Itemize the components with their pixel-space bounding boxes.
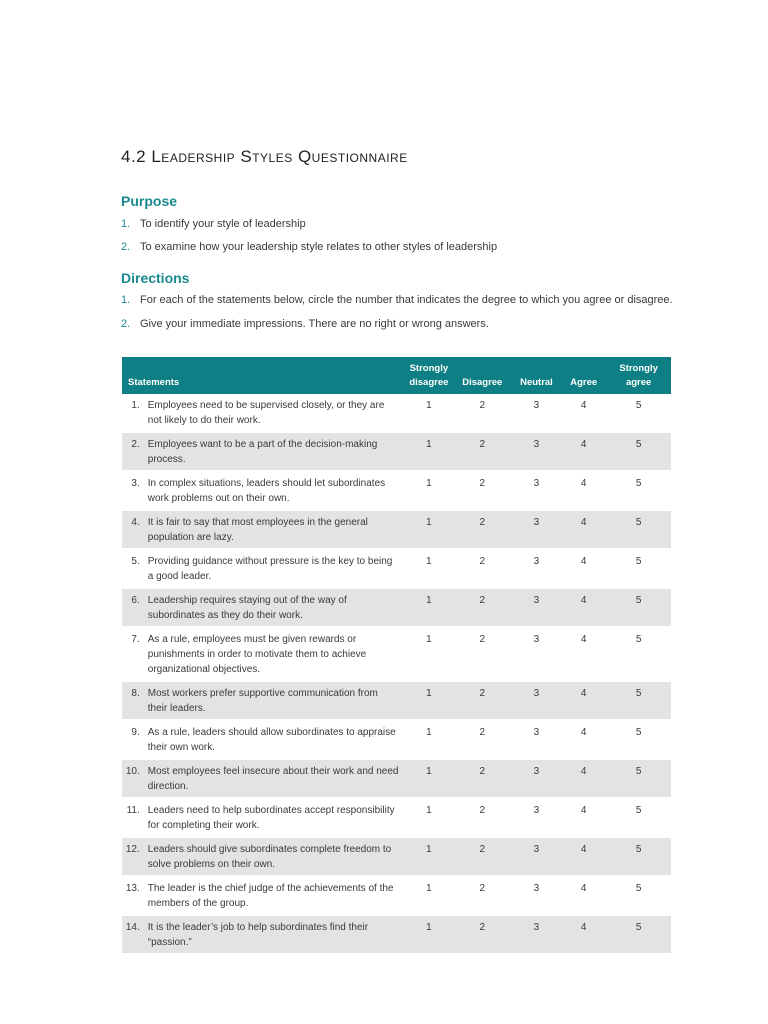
table-row: [122, 627, 671, 681]
directions-item: [121, 318, 489, 330]
rating-option-1[interactable]: 1: [426, 634, 432, 645]
directions-heading: Directions: [121, 270, 190, 286]
rating-option-4[interactable]: 4: [580, 727, 587, 738]
statement-text: As a rule, leaders should allow subordinates to appraise their own work.: [147, 727, 396, 753]
table-row: [122, 915, 671, 954]
table-row: [122, 471, 671, 510]
rating-option-5[interactable]: 5: [635, 478, 642, 489]
table-row: [122, 588, 671, 627]
rating-option-3[interactable]: 3: [533, 439, 540, 450]
rating-option-4[interactable]: 4: [580, 766, 587, 777]
statement-text: Most employees feel insecure about their work and need direction.: [147, 766, 399, 792]
statement-text: As a rule, employees must be given rewards or punishments in order to motivate them to achieve organizational objectives.: [147, 634, 367, 675]
statement-number: 12.: [125, 844, 140, 855]
header-strongly-agree: [606, 357, 671, 394]
directions-item-number: 1.: [121, 294, 131, 306]
header-agree: Agree: [570, 377, 598, 388]
rating-option-5[interactable]: 5: [635, 439, 642, 450]
statement-text: Most workers prefer supportive communication from their leaders.: [147, 688, 378, 714]
table-row: [122, 798, 671, 837]
header-strongly-agree-line2: agree: [625, 377, 652, 388]
table-row: [122, 720, 671, 759]
statement-number: 4.: [131, 517, 140, 528]
rating-option-1[interactable]: 1: [426, 805, 432, 816]
rating-option-1[interactable]: 1: [426, 727, 432, 738]
directions-item-text: For each of the statements below, circle the number that indicates the degree to which you agree or disagree.: [140, 294, 673, 306]
rating-option-3[interactable]: 3: [533, 400, 540, 411]
table-row: [122, 549, 671, 588]
rating-option-5[interactable]: 5: [635, 727, 642, 738]
rating-option-3[interactable]: 3: [533, 883, 540, 894]
rating-option-3[interactable]: 3: [533, 595, 540, 606]
rating-option-2[interactable]: 2: [479, 766, 486, 777]
statement-number: 8.: [131, 688, 140, 699]
header-strongly-disagree: [405, 357, 453, 394]
rating-option-5[interactable]: 5: [635, 805, 642, 816]
statement-text: The leader is the chief judge of the achievements of the members of the group.: [147, 883, 394, 909]
purpose-item-number: 2.: [121, 241, 131, 253]
rating-option-5[interactable]: 5: [635, 766, 642, 777]
rating-option-3[interactable]: 3: [533, 517, 540, 528]
rating-option-1[interactable]: 1: [426, 439, 432, 450]
statement-text: Employees want to be a part of the decision-making process.: [147, 439, 378, 465]
rating-option-2[interactable]: 2: [479, 688, 486, 699]
header-strongly-disagree-line1: Strongly: [409, 363, 449, 374]
rating-option-5[interactable]: 5: [635, 595, 642, 606]
statement-number: 2.: [131, 439, 140, 450]
rating-option-2[interactable]: 2: [479, 727, 486, 738]
rating-option-1[interactable]: 1: [426, 688, 432, 699]
rating-option-2[interactable]: 2: [479, 883, 486, 894]
statement-text: It is the leader’s job to help subordinates find their “passion.”: [147, 922, 369, 948]
statement-number: 14.: [125, 922, 140, 933]
rating-option-4[interactable]: 4: [580, 517, 587, 528]
rating-option-4[interactable]: 4: [580, 478, 587, 489]
purpose-item: [121, 241, 497, 253]
header-statements: Statements: [128, 377, 180, 388]
rating-option-2[interactable]: 2: [479, 400, 486, 411]
directions-item-number: 2.: [121, 318, 131, 330]
rating-option-3[interactable]: 3: [533, 727, 540, 738]
rating-option-4[interactable]: 4: [580, 595, 587, 606]
table-row: [122, 837, 671, 876]
rating-option-5[interactable]: 5: [635, 556, 642, 567]
rating-option-3[interactable]: 3: [533, 688, 540, 699]
rating-option-4[interactable]: 4: [580, 439, 587, 450]
statement-number: 1.: [131, 400, 140, 411]
purpose-item-text: To examine how your leadership style relates to other styles of leadership: [140, 241, 498, 253]
rating-option-5[interactable]: 5: [635, 922, 642, 933]
table-row: [122, 510, 671, 549]
statement-text: Employees need to be supervised closely, or they are not likely to do their work.: [147, 400, 385, 426]
rating-option-1[interactable]: 1: [426, 922, 432, 933]
header-neutral: Neutral: [520, 377, 553, 388]
rating-option-2[interactable]: 2: [479, 478, 486, 489]
rating-option-2[interactable]: 2: [479, 922, 486, 933]
statement-number: 7.: [131, 634, 140, 645]
rating-option-1[interactable]: 1: [426, 517, 432, 528]
statement-text: Providing guidance without pressure is the key to being a good leader.: [147, 556, 393, 582]
rating-option-5[interactable]: 5: [635, 844, 642, 855]
rating-option-5[interactable]: 5: [635, 517, 642, 528]
statement-text: Leadership requires staying out of the way of subordinates as they do their work.: [147, 595, 347, 621]
rating-option-3[interactable]: 3: [533, 805, 540, 816]
directions-item: [121, 294, 673, 306]
rating-option-2[interactable]: 2: [479, 595, 486, 606]
rating-option-5[interactable]: 5: [635, 400, 642, 411]
rating-option-1[interactable]: 1: [426, 766, 432, 777]
rating-option-1[interactable]: 1: [426, 400, 432, 411]
rating-option-4[interactable]: 4: [580, 844, 587, 855]
rating-option-2[interactable]: 2: [479, 439, 486, 450]
table-header-row: [122, 357, 671, 394]
purpose-heading: Purpose: [121, 193, 178, 209]
table-row: [122, 876, 671, 915]
rating-option-4[interactable]: 4: [580, 805, 587, 816]
header-strongly-disagree-line2: disagree: [409, 377, 449, 388]
statement-number: 10.: [125, 766, 140, 777]
questionnaire-table: [122, 357, 671, 955]
rating-option-4[interactable]: 4: [580, 688, 587, 699]
rating-option-1[interactable]: 1: [426, 844, 432, 855]
rating-option-4[interactable]: 4: [580, 922, 587, 933]
rating-option-5[interactable]: 5: [635, 634, 642, 645]
statement-number: 11.: [126, 805, 140, 816]
header-strongly-agree-line1: Strongly: [619, 363, 658, 374]
rating-option-4[interactable]: 4: [580, 883, 587, 894]
rating-option-4[interactable]: 4: [580, 556, 587, 567]
rating-option-2[interactable]: 2: [479, 844, 486, 855]
rating-option-3[interactable]: 3: [533, 922, 540, 933]
rating-option-2[interactable]: 2: [479, 517, 486, 528]
statement-number: 6.: [131, 595, 140, 606]
table-row: [122, 432, 671, 471]
table-row: [122, 759, 671, 798]
header-disagree: Disagree: [462, 377, 503, 388]
statement-text: It is fair to say that most employees in the general population are lazy.: [147, 517, 368, 543]
rating-option-1[interactable]: 1: [426, 883, 432, 894]
statement-text: Leaders should give subordinates complete freedom to solve problems on their own.: [147, 844, 392, 870]
rating-option-2[interactable]: 2: [479, 805, 486, 816]
rating-option-4[interactable]: 4: [580, 634, 587, 645]
statement-number: 13.: [125, 883, 140, 894]
statement-number: 3.: [131, 478, 140, 489]
rating-option-1[interactable]: 1: [426, 595, 432, 606]
purpose-item-number: 1.: [121, 218, 131, 230]
rating-option-2[interactable]: 2: [479, 556, 486, 567]
directions-item-text: Give your immediate impressions. There are no right or wrong answers.: [140, 318, 489, 330]
rating-option-1[interactable]: 1: [426, 556, 432, 567]
rating-option-2[interactable]: 2: [479, 634, 486, 645]
table-row: [122, 394, 671, 432]
statement-number: 9.: [131, 727, 140, 738]
purpose-item-text: To identify your style of leadership: [140, 218, 306, 230]
purpose-item: [121, 218, 306, 230]
statement-text: Leaders need to help subordinates accept responsibility for completing their work.: [147, 805, 395, 831]
statement-text: In complex situations, leaders should let subordinates work problems out on their own.: [147, 478, 386, 504]
rating-option-3[interactable]: 3: [533, 478, 540, 489]
rating-option-3[interactable]: 3: [533, 556, 540, 567]
rating-option-5[interactable]: 5: [635, 883, 642, 894]
rating-option-3[interactable]: 3: [533, 844, 540, 855]
table-row: [122, 681, 671, 720]
questionnaire-body: [122, 394, 671, 954]
rating-option-3[interactable]: 3: [533, 766, 540, 777]
rating-option-3[interactable]: 3: [533, 634, 540, 645]
rating-option-4[interactable]: 4: [580, 400, 587, 411]
rating-option-5[interactable]: 5: [635, 688, 642, 699]
page-title: 4.2 Leadership Styles Questionnaire: [121, 147, 408, 166]
rating-option-1[interactable]: 1: [426, 478, 432, 489]
statement-number: 5.: [131, 556, 140, 567]
